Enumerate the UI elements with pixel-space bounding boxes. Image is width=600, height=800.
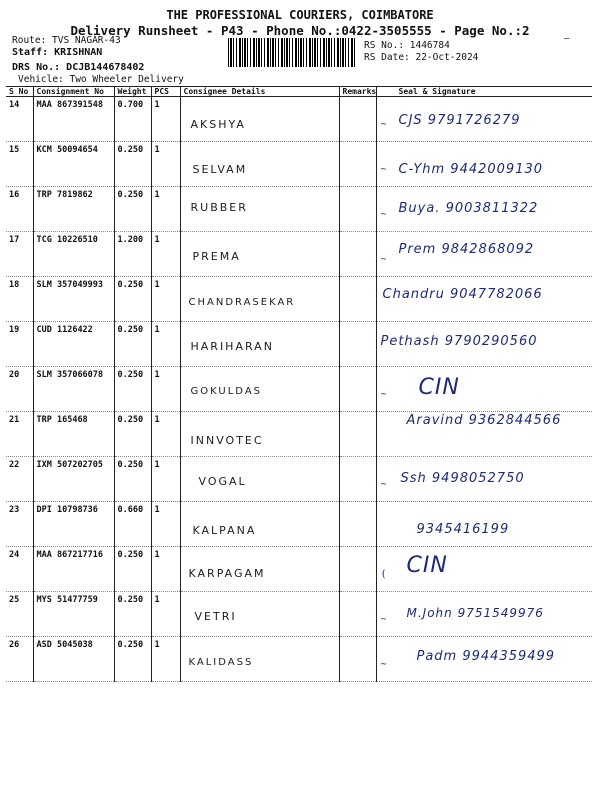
- cell-consignment: ASD 5045038: [33, 637, 114, 682]
- cell-pcs: 1: [151, 187, 180, 232]
- consignee-name: KALPANA: [192, 524, 257, 537]
- cell-consignee: [180, 367, 339, 412]
- signature: M.John 9751549976: [406, 606, 544, 620]
- cell-consignee: [180, 142, 339, 187]
- cell-consignee: [180, 322, 339, 367]
- cell-seal: [376, 277, 592, 322]
- consignee-name: SELVAM: [192, 163, 248, 176]
- cell-pcs: 1: [151, 502, 180, 547]
- signature: Buya. 9003811322: [398, 201, 539, 216]
- consignee-name: HARIHARAN: [190, 340, 274, 353]
- consignee-name: VOGAL: [198, 475, 247, 488]
- tick-mark: ~: [380, 614, 387, 625]
- cell-seal: [376, 97, 592, 142]
- cell-remarks: [339, 187, 376, 232]
- consignee-name: INNVOTEC: [190, 434, 264, 447]
- consignee-name: PREMA: [192, 250, 241, 263]
- cell-weight: 0.250: [114, 637, 151, 682]
- corner-mark: –: [564, 34, 570, 44]
- signature: CJS 9791726279: [398, 113, 521, 128]
- cell-weight: 0.250: [114, 187, 151, 232]
- cell-pcs: 1: [151, 592, 180, 637]
- table-row: [6, 97, 592, 142]
- consignee-name: VETRI: [194, 610, 237, 623]
- cell-remarks: [339, 547, 376, 592]
- cell-consignee: [180, 502, 339, 547]
- cell-seal: [376, 412, 592, 457]
- table-row: [6, 277, 592, 322]
- cell-weight: 0.250: [114, 367, 151, 412]
- table-header-row: [6, 86, 592, 97]
- table-row: [6, 637, 592, 682]
- col-seal: Seal & Signature: [376, 86, 592, 97]
- cell-weight: 0.250: [114, 142, 151, 187]
- staff-label: Staff: KRISHNAN: [12, 47, 103, 58]
- table-row: [6, 187, 592, 232]
- cell-remarks: [339, 97, 376, 142]
- cell-consignee: [180, 232, 339, 277]
- col-pcs: PCS: [151, 86, 180, 97]
- cell-seal: [376, 232, 592, 277]
- cell-sno: 24: [6, 547, 33, 592]
- signature: C-Yhm 9442009130: [398, 162, 544, 177]
- cell-seal: [376, 367, 592, 412]
- consignee-name: KALIDASS: [188, 657, 254, 668]
- cell-consignee: [180, 277, 339, 322]
- cell-seal: [376, 142, 592, 187]
- cell-seal: [376, 502, 592, 547]
- tick-mark: ~: [380, 119, 387, 130]
- col-weight: Weight: [114, 86, 151, 97]
- col-sno: S No: [6, 86, 33, 97]
- cell-remarks: [339, 232, 376, 277]
- cell-consignment: MYS 51477759: [33, 592, 114, 637]
- cell-sno: 22: [6, 457, 33, 502]
- cell-sno: 15: [6, 142, 33, 187]
- signature: Aravind 9362844566: [406, 413, 562, 428]
- cell-seal: [376, 547, 592, 592]
- consignee-name: RUBBER: [190, 201, 248, 214]
- cell-consignment: TRP 165468: [33, 412, 114, 457]
- company-title: THE PROFESSIONAL COURIERS, COIMBATORE: [166, 8, 434, 22]
- cell-seal: [376, 592, 592, 637]
- table-row: [6, 232, 592, 277]
- cell-consignee: [180, 97, 339, 142]
- runsheet-table: [6, 86, 592, 682]
- rs-date: RS Date: 22-Oct-2024: [364, 52, 479, 63]
- cell-consignment: TCG 10226510: [33, 232, 114, 277]
- tick-mark: ~: [380, 389, 387, 400]
- cell-consignment: IXM 507202705: [33, 457, 114, 502]
- cell-consignee: [180, 637, 339, 682]
- table-row: [6, 412, 592, 457]
- signature: CIN: [418, 375, 460, 400]
- route-label: Route: TVS NAGAR-43: [12, 35, 121, 46]
- rs-number: RS No.: 1446784: [364, 40, 450, 51]
- cell-pcs: 1: [151, 232, 180, 277]
- cell-remarks: [339, 502, 376, 547]
- table-row: [6, 322, 592, 367]
- cell-seal: [376, 322, 592, 367]
- cell-weight: 0.250: [114, 457, 151, 502]
- vehicle-label: Vehicle: Two Wheeler Delivery: [18, 74, 184, 85]
- cell-sno: 16: [6, 187, 33, 232]
- tick-mark: ~: [380, 209, 387, 220]
- signature: Prem 9842868092: [398, 242, 535, 257]
- cell-remarks: [339, 322, 376, 367]
- col-consignment: Consignment No: [33, 86, 114, 97]
- signature: Chandru 9047782066: [382, 287, 543, 302]
- table-row: [6, 457, 592, 502]
- cell-sno: 21: [6, 412, 33, 457]
- cell-seal: [376, 637, 592, 682]
- cell-sno: 14: [6, 97, 33, 142]
- cell-pcs: 1: [151, 637, 180, 682]
- cell-consignment: MAA 867217716: [33, 547, 114, 592]
- signature: 9345416199: [416, 522, 510, 537]
- cell-consignee: [180, 547, 339, 592]
- cell-weight: 0.700: [114, 97, 151, 142]
- cell-consignment: KCM 50094654: [33, 142, 114, 187]
- cell-pcs: 1: [151, 322, 180, 367]
- cell-sno: 19: [6, 322, 33, 367]
- table-row: [6, 592, 592, 637]
- cell-weight: 0.250: [114, 277, 151, 322]
- table-row: [6, 142, 592, 187]
- signature: Pethash 9790290560: [380, 334, 538, 349]
- cell-weight: 0.250: [114, 592, 151, 637]
- cell-remarks: [339, 637, 376, 682]
- signature: Padm 9944359499: [416, 649, 556, 664]
- cell-consignee: [180, 457, 339, 502]
- cell-remarks: [339, 367, 376, 412]
- tick-mark: ~: [380, 164, 387, 175]
- cell-weight: 0.250: [114, 322, 151, 367]
- cell-weight: 0.250: [114, 547, 151, 592]
- consignee-name: AKSHYA: [190, 118, 246, 131]
- tick-mark: ~: [380, 254, 387, 265]
- cell-pcs: 1: [151, 97, 180, 142]
- table-row: [6, 367, 592, 412]
- cell-pcs: 1: [151, 412, 180, 457]
- barcode: [228, 38, 356, 67]
- cell-sno: 23: [6, 502, 33, 547]
- col-remarks: Remarks: [339, 86, 376, 97]
- cell-pcs: 1: [151, 277, 180, 322]
- cell-consignment: TRP 7819862: [33, 187, 114, 232]
- consignee-name: CHANDRASEKAR: [188, 297, 296, 308]
- cell-pcs: 1: [151, 457, 180, 502]
- consignee-name: KARPAGAM: [188, 567, 266, 580]
- cell-weight: 0.660: [114, 502, 151, 547]
- cell-seal: [376, 457, 592, 502]
- cell-consignment: SLM 357049993: [33, 277, 114, 322]
- runsheet-subtitle: Delivery Runsheet - P43 - Phone No.:0422-3505555 - Page No.:2: [70, 23, 530, 38]
- cell-consignment: SLM 357066078: [33, 367, 114, 412]
- col-consignee: Consignee Details: [180, 86, 339, 97]
- cell-consignee: [180, 592, 339, 637]
- cell-sno: 18: [6, 277, 33, 322]
- cell-remarks: [339, 592, 376, 637]
- signature: CIN: [406, 553, 448, 578]
- table-row: [6, 502, 592, 547]
- drs-number: DRS No.: DCJB144678402: [12, 62, 145, 73]
- cell-weight: 1.200: [114, 232, 151, 277]
- cell-sno: 26: [6, 637, 33, 682]
- cell-sno: 25: [6, 592, 33, 637]
- cell-consignment: DPI 10798736: [33, 502, 114, 547]
- consignee-name: GOKULDAS: [190, 386, 263, 397]
- tick-mark: ~: [380, 479, 387, 490]
- cell-consignment: CUD 1126422: [33, 322, 114, 367]
- cell-consignee: [180, 187, 339, 232]
- tick-mark: ~: [380, 659, 387, 670]
- cell-seal: [376, 187, 592, 232]
- cell-weight: 0.250: [114, 412, 151, 457]
- cell-remarks: [339, 142, 376, 187]
- tick-mark: (: [380, 569, 387, 580]
- cell-pcs: 1: [151, 547, 180, 592]
- cell-remarks: [339, 277, 376, 322]
- cell-consignee: [180, 412, 339, 457]
- cell-pcs: 1: [151, 367, 180, 412]
- cell-pcs: 1: [151, 142, 180, 187]
- cell-remarks: [339, 412, 376, 457]
- cell-sno: 20: [6, 367, 33, 412]
- table-row: [6, 547, 592, 592]
- cell-consignment: MAA 867391548: [33, 97, 114, 142]
- cell-sno: 17: [6, 232, 33, 277]
- signature: Ssh 9498052750: [400, 471, 525, 486]
- cell-remarks: [339, 457, 376, 502]
